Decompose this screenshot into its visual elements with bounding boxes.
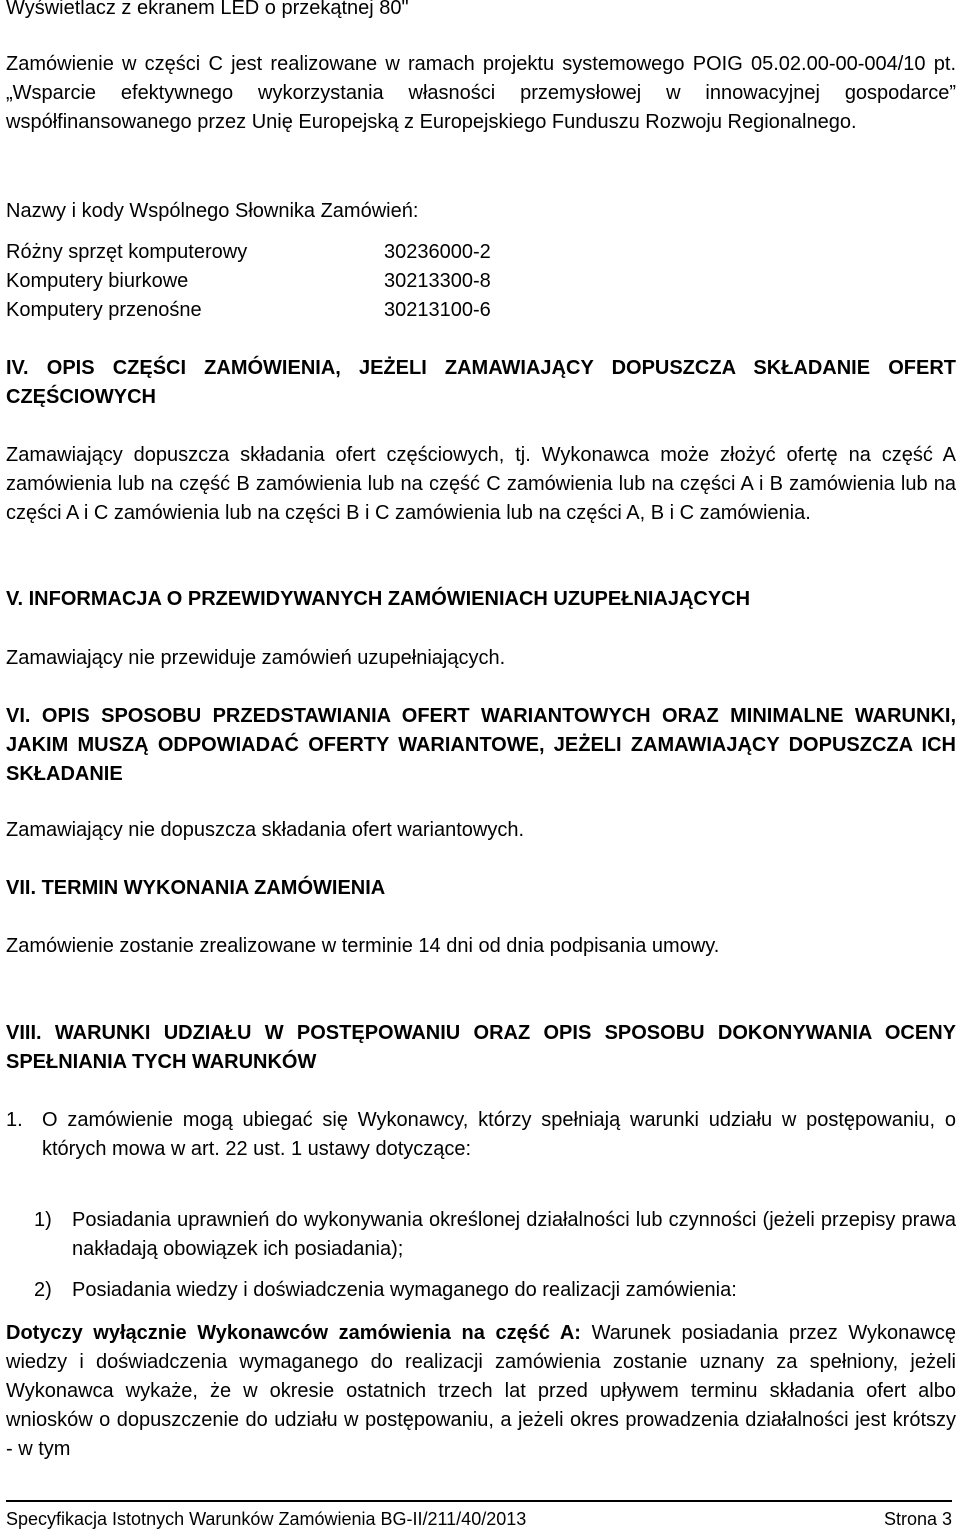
footer-document-title: Specyfikacja Istotnych Warunków Zamówienia BG-II/211/40/2013: [6, 1509, 527, 1529]
part-a-label: Dotyczy wyłącznie Wykonawców zamówienia na część A:: [6, 1322, 581, 1344]
numbered-item: [6, 1106, 956, 1164]
sub-item: [6, 1276, 956, 1305]
footer-page-number: Strona 3: [883, 1509, 952, 1529]
cpv-name: Komputery przenośne: [6, 299, 202, 321]
section-v-heading: V. INFORMACJA O PRZEWIDYWANYCH ZAMÓWIENIACH UZUPEŁNIAJĄCYCH: [6, 588, 751, 610]
part-a-paragraph: [6, 1319, 956, 1464]
sub-item: [6, 1206, 956, 1264]
cpv-code: 30213100-6: [384, 299, 491, 321]
sub-item-text: Posiadania uprawnień do wykonywania określonej działalności lub czynności (jeżeli przepisy prawa nakładają obowiązek ich posiadania);: [72, 1209, 956, 1260]
cpv-row: [6, 238, 956, 267]
part-a-text: Warunek posiadania przez Wykonawcę wiedzy i doświadczenia wymaganego do realizacji zamówienia zostanie uznany za spełniony, jeżeli Wykonawca wykaże, że w okresie ostatnich trzech lat przed upływem terminu składania ofert albo wniosków o dopuszczenie do udziału w postępowaniu, a jeżeli okres prowadzenia działalności jest krótszy - w tym: [6, 1322, 956, 1460]
cpv-name: Różny sprzęt komputerowy: [6, 241, 248, 263]
cpv-list: [6, 238, 956, 325]
cpv-code: 30213300-8: [384, 270, 491, 292]
cpv-row: [6, 296, 956, 325]
cpv-name: Komputery biurkowe: [6, 270, 189, 292]
section-vi-heading: VI. OPIS SPOSOBU PRZEDSTAWIANIA OFERT WARIANTOWYCH ORAZ MINIMALNE WARUNKI, JAKIM MUSZĄ ODPOWIADAĆ OFERTY WARIANTOWE, JEŻELI ZAMAWIAJĄCY DOPUSZCZA ICH SKŁADANIE: [6, 705, 956, 785]
section-vii-heading: VII. TERMIN WYKONANIA ZAMÓWIENIA: [6, 877, 386, 899]
sub-item-number: 1): [34, 1209, 52, 1231]
sub-item-number: 2): [34, 1279, 52, 1301]
section-iv-text: Zamawiający dopuszcza składania ofert częściowych, tj. Wykonawca może złożyć ofertę na część A zamówienia lub na część B zamówienia lub na część C zamówienia lub na części A i B zamówienia lub na części A i C zamówienia lub na części B i C zamówienia lub na części A, B i C zamówienia.: [6, 444, 956, 524]
section-iv-heading: IV. OPIS CZĘŚCI ZAMÓWIENIA, JEŻELI ZAMAWIAJĄCY DOPUSZCZA SKŁADANIE OFERT CZĘŚCIOWYCH: [6, 357, 956, 408]
sub-item-text: Posiadania wiedzy i doświadczenia wymaganego do realizacji zamówienia:: [72, 1279, 737, 1301]
cpv-row: [6, 267, 956, 296]
section-viii-heading: VIII. WARUNKI UDZIAŁU W POSTĘPOWANIU ORAZ OPIS SPOSOBU DOKONYWANIA OCENY SPEŁNIANIA TYCH WARUNKÓW: [6, 1022, 956, 1073]
item-number: 1.: [6, 1109, 23, 1131]
page-footer: [6, 1500, 952, 1533]
item-text: O zamówienie mogą ubiegać się Wykonawcy, którzy spełniają warunki udziału w postępowaniu, o których mowa w art. 22 ust. 1 ustawy dotyczące:: [42, 1109, 956, 1160]
section-vii-text: Zamówienie zostanie zrealizowane w terminie 14 dni od dnia podpisania umowy.: [6, 935, 720, 957]
cpv-code: 30236000-2: [384, 241, 491, 263]
intro-paragraph: Zamówienie w części C jest realizowane w ramach projektu systemowego POIG 05.02.00-00-004/10 pt. „Wsparcie efektywnego wykorzystania własności przemysłowej w innowacyjnej gospodarce” współfinansowanego przez Unię Europejską z Europejskiego Funduszu Rozwoju Regionalnego.: [6, 53, 956, 133]
section-v-text: Zamawiający nie przewiduje zamówień uzupełniających.: [6, 647, 506, 669]
section-vi-text: Zamawiający nie dopuszcza składania ofert wariantowych.: [6, 819, 525, 841]
cpv-heading: Nazwy i kody Wspólnego Słownika Zamówień:: [6, 200, 419, 222]
top-line: Wyświetlacz z ekranem LED o przekątnej 80": [6, 0, 409, 19]
